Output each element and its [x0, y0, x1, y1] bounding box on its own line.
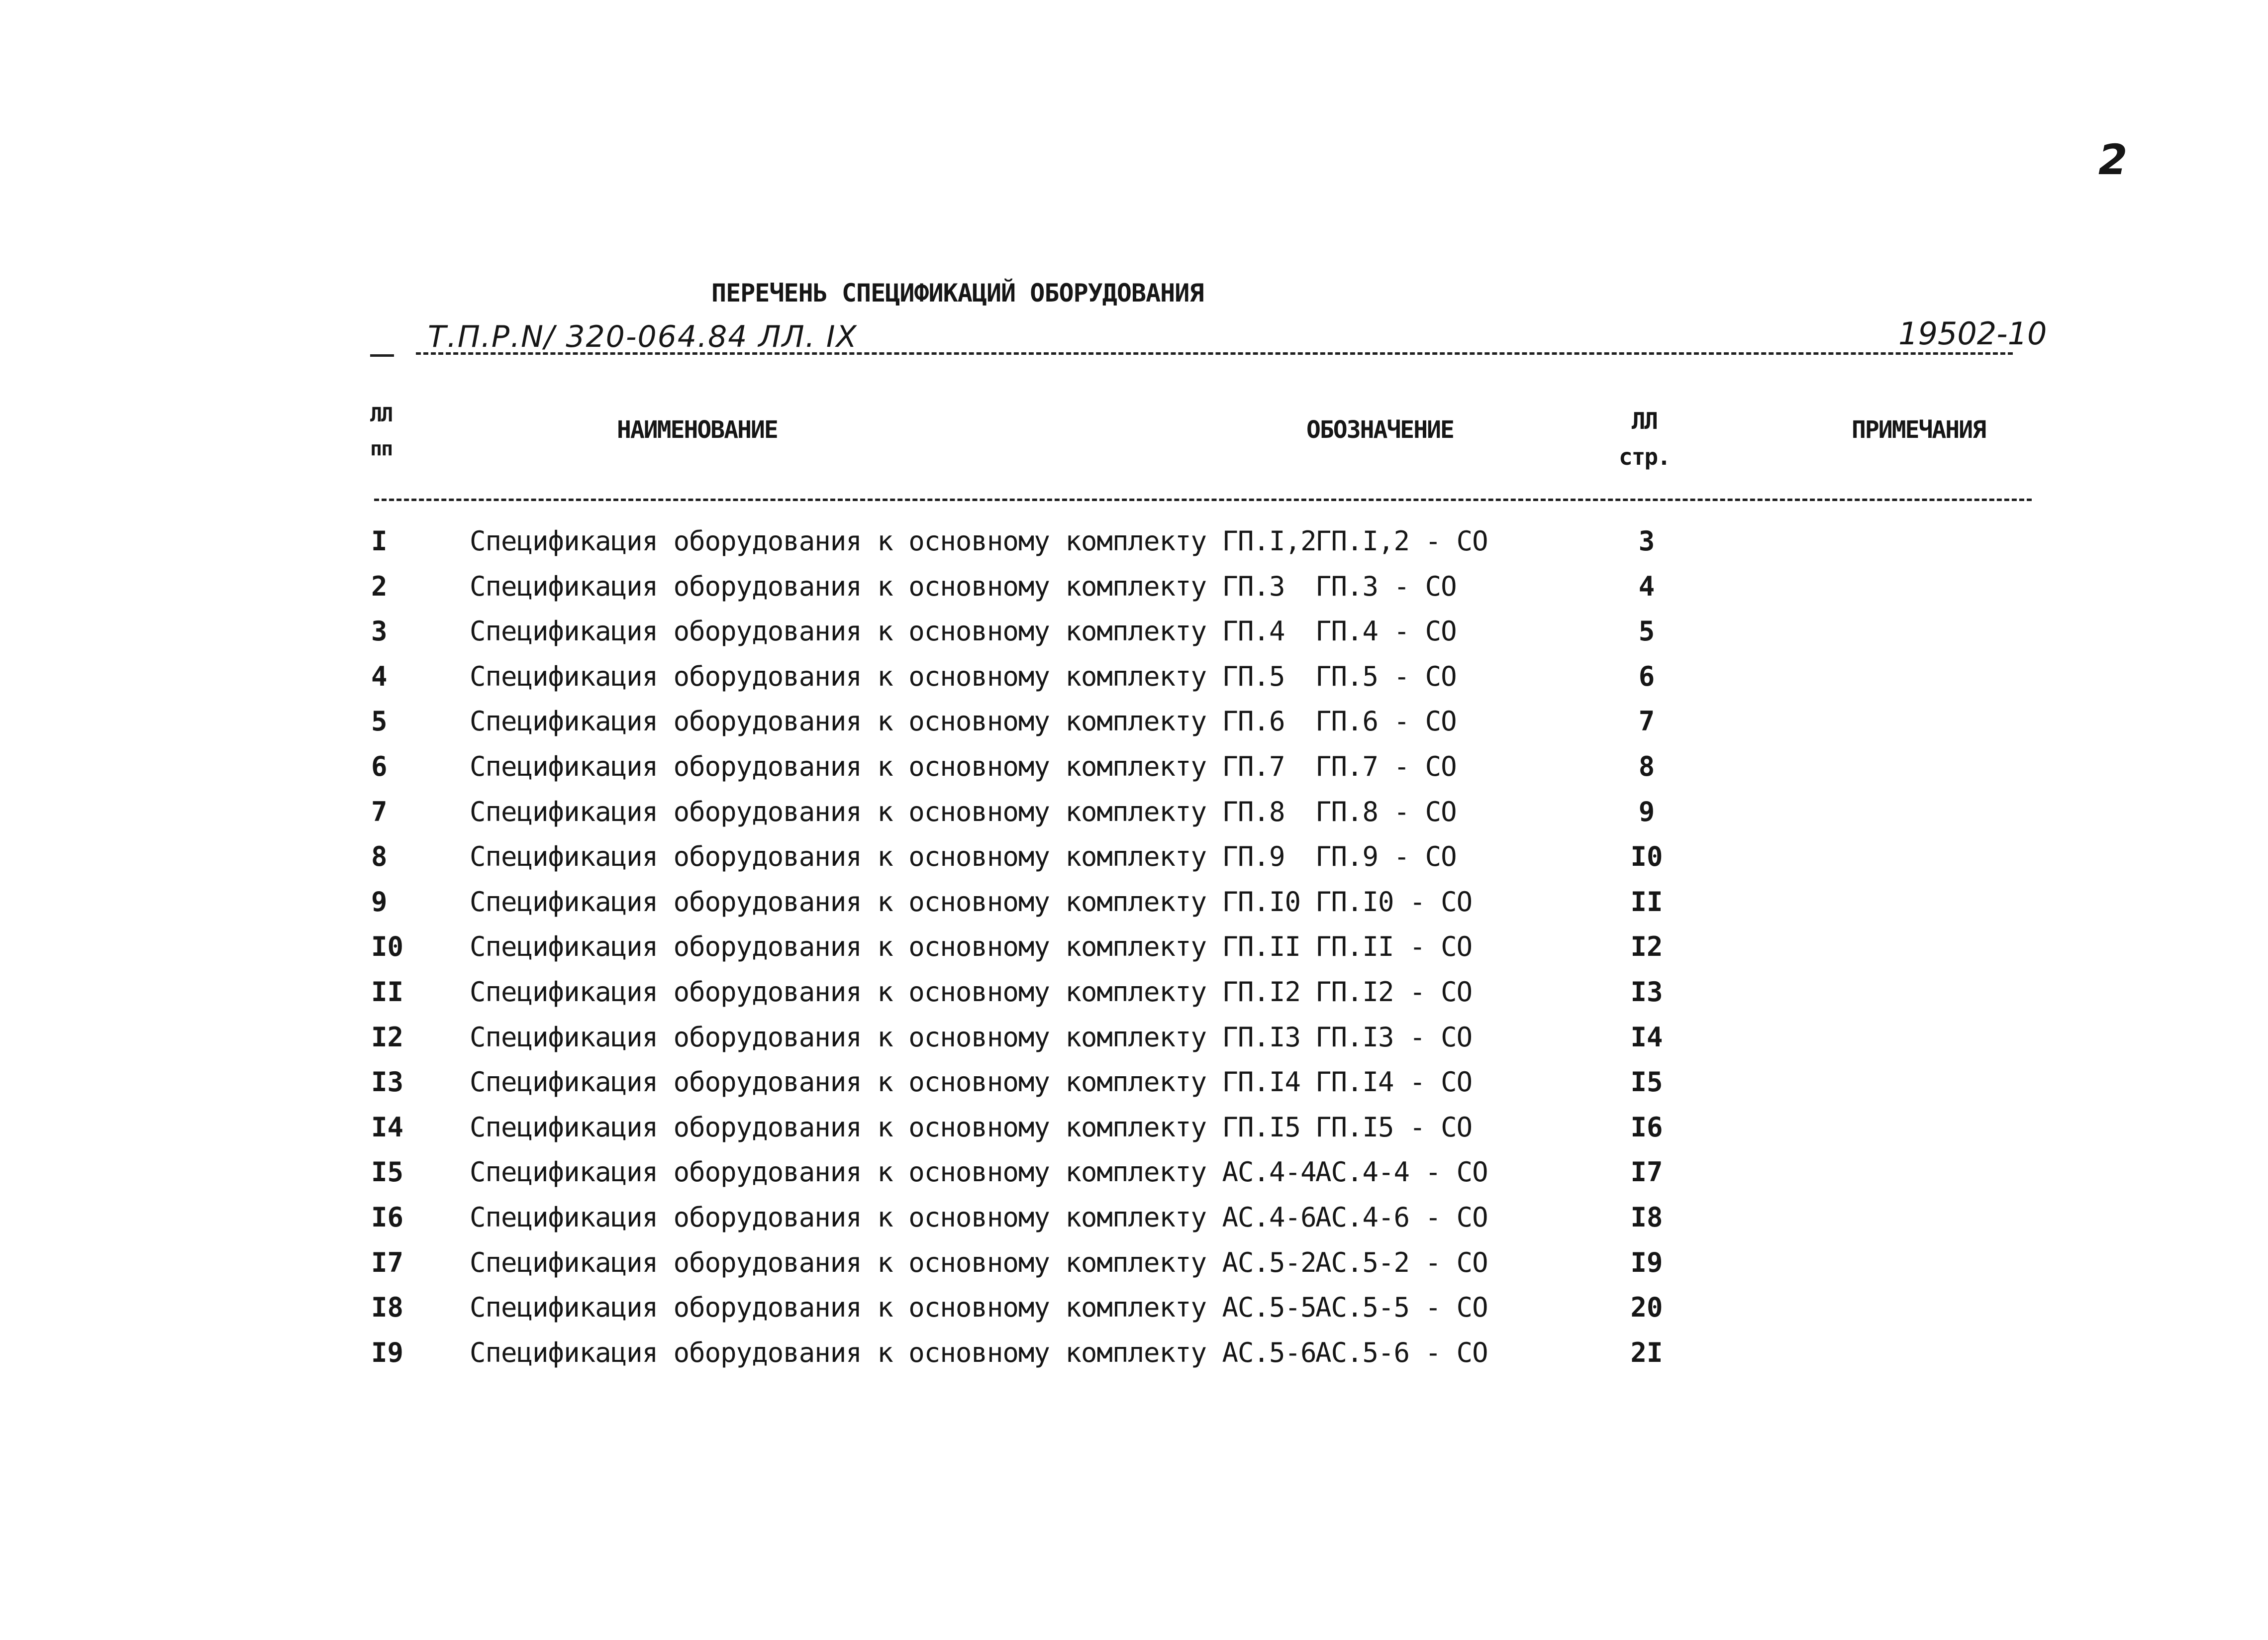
row-page: II [1630, 886, 1663, 918]
column-header-code: ОБОЗНАЧЕНИЕ [1306, 416, 1454, 444]
row-name: Спецификация оборудования к основному комплекту АС.4-4 [470, 1156, 1316, 1188]
row-page: 7 [1638, 706, 1655, 737]
row-page: 5 [1638, 615, 1655, 647]
row-number: 4 [371, 660, 388, 692]
row-number: I4 [371, 1111, 404, 1143]
row-name: Спецификация оборудования к основному комплекту ГП.9 [470, 841, 1285, 873]
row-name: Спецификация оборудования к основному комплекту ГП.4 [470, 615, 1285, 647]
row-number: 5 [371, 706, 388, 737]
row-page: 20 [1630, 1292, 1663, 1324]
table-row [0, 1203, 2268, 1248]
row-number: I0 [371, 931, 404, 963]
row-number: I5 [371, 1156, 404, 1188]
row-page: 8 [1638, 750, 1655, 782]
row-name: Спецификация оборудования к основному комплекту ГП.7 [470, 750, 1285, 782]
column-header-notes: ПРИМЕЧАНИЯ [1852, 416, 1985, 444]
table-row [0, 1023, 2268, 1068]
row-code: ГП.II - СО [1315, 931, 1473, 963]
row-page: I2 [1630, 931, 1663, 963]
row-name: Спецификация оборудования к основному комплекту АС.5-2 [470, 1246, 1316, 1278]
column-header-number [370, 398, 392, 466]
row-page: 4 [1638, 570, 1655, 602]
registration-number: 19502-10 [1898, 315, 2047, 352]
table-row [0, 1338, 2268, 1383]
row-number: 7 [371, 796, 388, 827]
row-page: I8 [1630, 1201, 1663, 1233]
row-code: ГП.6 - СО [1315, 706, 1457, 737]
row-page: I4 [1630, 1021, 1663, 1053]
row-number: 8 [371, 841, 388, 873]
row-number: 2 [371, 570, 388, 602]
table-row [0, 572, 2268, 617]
row-code: АС.4-6 - СО [1315, 1201, 1488, 1233]
row-number: I6 [371, 1201, 404, 1233]
row-number: I9 [371, 1336, 404, 1368]
column-header-page [1619, 403, 1670, 475]
table-row [0, 1067, 2268, 1113]
table-row [0, 526, 2268, 572]
row-page: 2I [1630, 1336, 1663, 1368]
row-code: ГП.4 - СО [1315, 615, 1457, 647]
row-number: I2 [371, 1021, 404, 1053]
table-row [0, 1113, 2268, 1158]
row-page: I5 [1630, 1066, 1663, 1098]
row-number: 3 [371, 615, 388, 647]
table-row [0, 797, 2268, 842]
column-header-name: НАИМЕНОВАНИЕ [617, 416, 778, 444]
page-number: 2 [2098, 135, 2128, 184]
row-number: I8 [371, 1292, 404, 1324]
row-code: АС.5-2 - СО [1315, 1246, 1488, 1278]
column-header-number-line2: пп [370, 437, 393, 460]
document-title: ПЕРЕЧЕНЬ СПЕЦИФИКАЦИЙ ОБОРУДОВАНИЯ [711, 279, 1204, 308]
table-row [0, 616, 2268, 662]
table-row [0, 932, 2268, 977]
row-code: ГП.I3 - СО [1315, 1021, 1473, 1053]
header-short-rule [370, 354, 394, 357]
row-code: ГП.5 - СО [1315, 660, 1457, 692]
specification-table [0, 526, 2268, 1383]
row-code: ГП.3 - СО [1315, 570, 1457, 602]
row-page: I6 [1630, 1111, 1663, 1143]
row-page: 3 [1638, 525, 1655, 557]
row-code: АС.4-4 - СО [1315, 1156, 1488, 1188]
row-number: II [371, 976, 404, 1008]
row-number: I7 [371, 1246, 404, 1278]
row-code: ГП.7 - СО [1315, 750, 1457, 782]
row-page: 9 [1638, 796, 1655, 827]
row-code: ГП.I4 - СО [1315, 1066, 1473, 1098]
row-name: Спецификация оборудования к основному комплекту ГП.I2 [470, 976, 1301, 1008]
row-name: Спецификация оборудования к основному комплекту АС.5-6 [470, 1336, 1316, 1368]
row-name: Спецификация оборудования к основному комплекту ГП.I4 [470, 1066, 1301, 1098]
table-row [0, 977, 2268, 1023]
row-code: АС.5-5 - СО [1315, 1292, 1488, 1324]
table-row [0, 752, 2268, 797]
row-name: Спецификация оборудования к основному комплекту ГП.3 [470, 570, 1285, 602]
row-code: ГП.I,2 - СО [1315, 525, 1488, 557]
table-row [0, 1293, 2268, 1338]
document-code: Т.П.Р.N/ 320-064.84 ЛЛ. IX [428, 319, 858, 354]
row-page: 6 [1638, 660, 1655, 692]
row-page: I0 [1630, 841, 1663, 873]
row-code: ГП.8 - СО [1315, 796, 1457, 827]
row-name: Спецификация оборудования к основному комплекту ГП.I3 [470, 1021, 1301, 1053]
table-row [0, 707, 2268, 752]
table-row [0, 887, 2268, 932]
row-name: Спецификация оборудования к основному комплекту ГП.6 [470, 706, 1285, 737]
row-number: I3 [371, 1066, 404, 1098]
header-rule [416, 352, 2013, 355]
table-row [0, 842, 2268, 887]
row-number: 6 [371, 750, 388, 782]
row-name: Спецификация оборудования к основному комплекту ГП.I,2 [470, 525, 1316, 557]
row-code: АС.5-6 - СО [1315, 1336, 1488, 1368]
row-name: Спецификация оборудования к основному комплекту ГП.5 [470, 660, 1285, 692]
table-header-rule [374, 499, 2032, 501]
row-name: Спецификация оборудования к основному комплекту ГП.8 [470, 796, 1285, 827]
row-name: Спецификация оборудования к основному комплекту ГП.II [470, 931, 1301, 963]
row-name: Спецификация оборудования к основному комплекту ГП.I5 [470, 1111, 1301, 1143]
row-code: ГП.I0 - СО [1315, 886, 1473, 918]
row-name: Спецификация оборудования к основному комплекту АС.4-6 [470, 1201, 1316, 1233]
table-row [0, 662, 2268, 707]
column-header-page-line1: ЛЛ [1631, 408, 1658, 434]
table-row [0, 1157, 2268, 1203]
row-code: ГП.I5 - СО [1315, 1111, 1473, 1143]
column-header-page-line2: стр. [1619, 443, 1670, 470]
row-page: I9 [1630, 1246, 1663, 1278]
row-number: 9 [371, 886, 388, 918]
row-code: ГП.9 - СО [1315, 841, 1457, 873]
row-number: I [371, 525, 388, 557]
row-code: ГП.I2 - СО [1315, 976, 1473, 1008]
column-header-number-line1: ЛЛ [370, 404, 393, 426]
row-page: I7 [1630, 1156, 1663, 1188]
row-name: Спецификация оборудования к основному комплекту ГП.I0 [470, 886, 1301, 918]
row-page: I3 [1630, 976, 1663, 1008]
table-row [0, 1248, 2268, 1293]
row-name: Спецификация оборудования к основному комплекту АС.5-5 [470, 1292, 1316, 1324]
